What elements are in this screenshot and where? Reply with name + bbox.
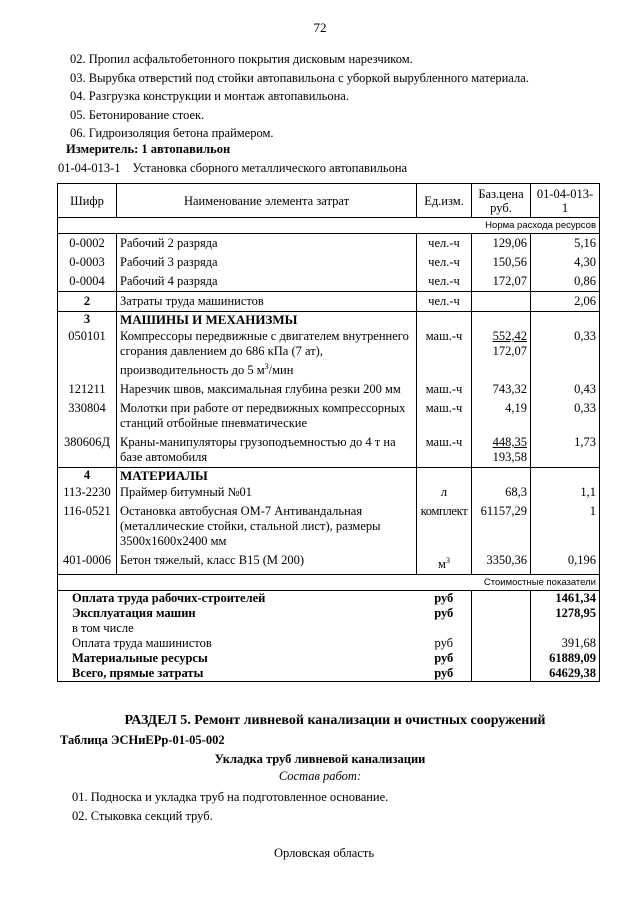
cell-name [117,327,417,380]
cell-code: 0-0002 [58,234,117,254]
operation-item: 02. Стыковка секций труб. [72,809,213,823]
cell-price: 129,06 [472,234,531,254]
section-name: МАШИНЫ И МЕХАНИЗМЫ [117,312,417,328]
cell-code: 380606Д [58,433,117,468]
cell-norm: 0,33 [531,399,600,433]
summary-unit: руб [417,606,472,621]
summary-label: Эксплуатация машин [58,606,417,621]
cell-norm: 1 [531,502,600,551]
table-row [58,551,600,575]
work-list [70,50,529,143]
cell-unit: л [417,483,472,502]
cell-price: 68,3 [472,483,531,502]
summary-label: в том числе [58,621,417,636]
summary-unit [417,621,472,636]
section-name: МАТЕРИАЛЫ [117,468,417,484]
table-row [58,272,600,292]
summary-row [58,651,600,666]
page-footer: Орловская область [273,846,375,860]
cell-price: 150,56 [472,253,531,272]
sub-title: Укладка труб ливневой канализации [214,752,426,766]
cell-norm: 0,33 [531,327,600,380]
summary-row [58,666,600,682]
superscript: 3 [445,556,450,566]
work-item: 04. Разгрузка конструкции и монтаж автопавильона. [70,89,349,104]
cell-code: 0-0003 [58,253,117,272]
rate-code-line [58,161,407,176]
cell-price: 743,32 [472,380,531,399]
cell-code: 0-0004 [58,272,117,292]
table-row [58,483,600,502]
cell-name: Бетон тяжелый, класс В15 (М 200) [117,551,417,575]
table-row [58,380,600,399]
cell-code: 330804 [58,399,117,433]
work-item: 03. Вырубка отверстий под стойки автопавильона с уборкой вырубленного материала. [70,70,529,85]
summary-label: Оплата труда рабочих-строителей [58,591,417,607]
unit-text: м [438,557,446,572]
norm-subheader-row [58,218,600,234]
cost-table [57,183,600,682]
cell-price: 61157,29 [472,502,531,551]
cell-empty [417,312,472,328]
operations-list [72,788,388,826]
header-name: Наименование элемента затрат [117,184,417,218]
work-item: 06. Гидроизоляция бетона праймером. [70,126,274,141]
cell-norm: 1,73 [531,433,600,468]
cell-empty [472,468,531,484]
cell-code: 116-0521 [58,502,117,551]
price-secondary: 193,58 [492,450,527,465]
cell-name: Затраты труда машинистов [117,292,417,312]
cell-name: Остановка автобусная ОМ-7 Антивандальная (металлические стойки, стальной лист), размеры 3500х1600х2400 мм [117,502,417,551]
header-code: Шифр [58,184,117,218]
section-row [58,312,600,328]
cell-name: Рабочий 4 разряда [117,272,417,292]
cell-price [472,292,531,312]
summary-value: 61889,09 [531,651,600,666]
rate-title: Установка сборного металлического автопавильона [132,161,408,175]
cell-empty [472,591,531,607]
summary-unit: руб [417,651,472,666]
table-row [58,253,600,272]
cell-name: Краны-манипуляторы грузоподъемностью до 4 т на базе автомобиля [117,433,417,468]
cell-name: Нарезчик швов, максимальная глубина резки 200 мм [117,380,417,399]
summary-label: Оплата труда машинистов [58,636,417,651]
cell-unit: маш.-ч [417,399,472,433]
summary-value: 1278,95 [531,606,600,621]
summary-label: Всего, прямые затраты [58,666,417,682]
price-main: 448,35 [492,435,527,450]
cell-empty [472,666,531,682]
meter-label: Измеритель: 1 автопавильон [66,142,231,156]
cell-empty [531,468,600,484]
cell-code: 2 [58,292,117,312]
cell-code: 050101 [58,327,117,380]
cell-price: 172,07 [472,272,531,292]
page-number: 72 [313,20,327,35]
cell-norm: 1,1 [531,483,600,502]
cell-norm: 0,196 [531,551,600,575]
cell-unit: чел.-ч [417,253,472,272]
summary-unit: руб [417,636,472,651]
operation-item: 01. Поднoска и укладка труб на подготовленное основание. [72,790,389,804]
cell-code: 113-2230 [58,483,117,502]
header-unit: Ед.изм. [417,184,472,218]
cell-norm: 4,30 [531,253,600,272]
table-row [58,433,600,468]
summary-row [58,636,600,651]
cell-price [472,327,531,380]
cell-norm: 0,86 [531,272,600,292]
cell-unit: маш.-ч [417,327,472,380]
cell-unit: маш.-ч [417,433,472,468]
cell-name-text: Компрессоры передвижные с двигателем внутреннего сгорания давлением до 686 кПа (7 ат), производительность до 5 м [120,329,409,378]
table-label: Таблица ЭСНиЕРр-01-05-002 [60,733,225,747]
table-row [58,327,600,380]
summary-unit: руб [417,591,472,607]
summary-value: 391,68 [531,636,600,651]
cell-norm: 2,06 [531,292,600,312]
section-title: РАЗДЕЛ 5. Ремонт ливневой канализации и очистных сооружений [124,713,546,728]
work-item: 05. Бетонирование стоек. [70,107,205,122]
price-secondary: 172,07 [492,344,527,358]
cell-empty [417,468,472,484]
summary-row [58,621,600,636]
cell-norm: 0,43 [531,380,600,399]
cell-empty [472,312,531,328]
cell-unit: чел.-ч [417,272,472,292]
cell-unit: комплект [417,502,472,551]
cost-subheader-row [58,575,600,591]
cost-subheader: Стоимостные показатели [58,575,600,591]
table-row [58,234,600,254]
cell-unit: маш.-ч [417,380,472,399]
table-row [58,502,600,551]
table-row [58,399,600,433]
cell-unit [417,551,472,575]
header-norm: 01-04-013-1 [531,184,600,218]
cell-price [472,433,531,468]
cell-name: Рабочий 2 разряда [117,234,417,254]
table-header [58,184,600,218]
cell-code: 121211 [58,380,117,399]
cell-name-tail: /мин [268,363,294,378]
summary-value: 64629,38 [531,666,600,682]
norm-subheader: Норма расхода ресурсов [58,218,600,234]
cell-empty [472,606,531,621]
summary-value: 1461,34 [531,591,600,607]
price-main: 552,42 [492,329,527,343]
header-price: Баз.цена руб. [472,184,531,218]
composition-heading: Состав работ: [278,769,362,783]
section-row [58,468,600,484]
rate-code: 01-04-013-1 [58,161,121,175]
work-item: 02. Пропил асфальтобетонного покрытия дисковым нарезчиком. [70,52,413,66]
summary-label: Материальные ресурсы [58,651,417,666]
cell-norm: 5,16 [531,234,600,254]
cell-price: 4,19 [472,399,531,433]
summary-row [58,606,600,621]
superscript: 3 [264,362,269,371]
cell-name: Молотки при работе от передвижных компрессорных станций отбойные пневматические [117,399,417,433]
cell-empty [531,312,600,328]
cell-name: Праймер битумный №01 [117,483,417,502]
cell-name: Рабочий 3 разряда [117,253,417,272]
cell-code: 4 [58,468,117,484]
cell-empty [472,636,531,651]
cell-unit: чел.-ч [417,234,472,254]
cell-empty [472,651,531,666]
summary-value [531,621,600,636]
summary-unit: руб [417,666,472,682]
cell-code: 401-0006 [58,551,117,575]
cell-unit: чел.-ч [417,292,472,312]
cell-code: 3 [58,312,117,328]
cell-price: 3350,36 [472,551,531,575]
summary-row [58,591,600,607]
cell-empty [472,621,531,636]
table-row [58,292,600,312]
